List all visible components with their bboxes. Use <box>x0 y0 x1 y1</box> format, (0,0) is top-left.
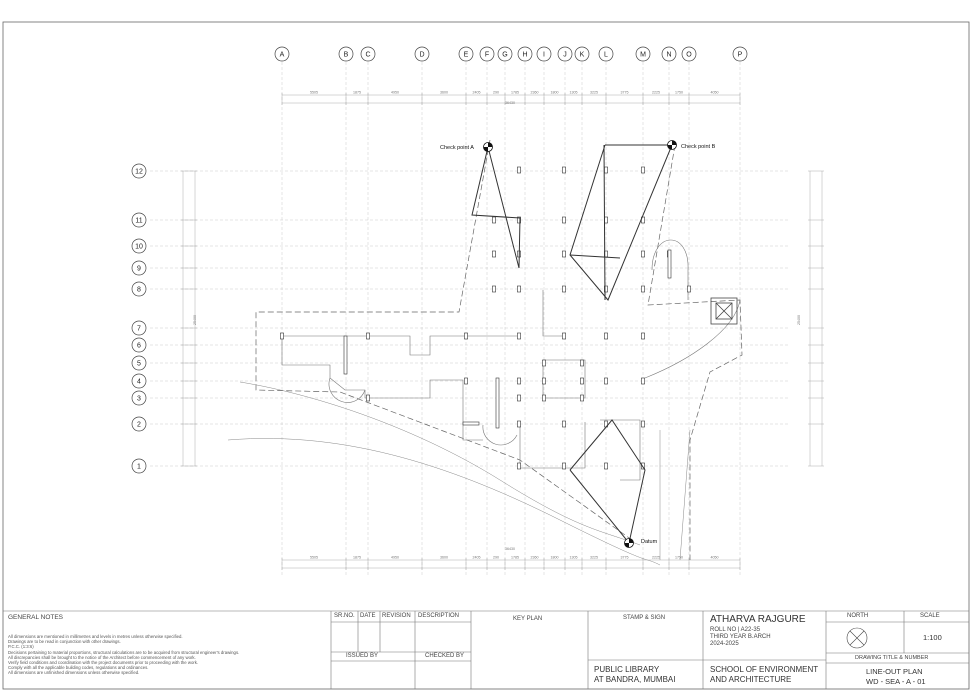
datum-label: Datum <box>641 539 658 545</box>
grid-row-label: 1 <box>137 463 141 471</box>
column <box>492 217 495 223</box>
column <box>641 421 644 427</box>
drawing-number: WD - SEA - A - 01 <box>866 677 926 686</box>
survey-point-quadrant <box>625 543 630 548</box>
description-header: DESCRIPTION <box>418 613 460 619</box>
column <box>464 378 467 384</box>
top-total-dimension: 36430 <box>505 101 515 105</box>
column <box>517 286 520 292</box>
check-point-a-label: Check point A <box>440 145 474 151</box>
dim-value-bottom: 290 <box>493 555 499 560</box>
survey-markers <box>484 141 677 548</box>
dim-value-bottom: 4950 <box>391 555 399 560</box>
lift-core <box>711 298 737 324</box>
right-total-dimension: 25400 <box>797 315 801 325</box>
column <box>366 395 369 401</box>
column <box>280 333 283 339</box>
dim-value-top: 3600 <box>440 90 448 95</box>
column <box>641 378 644 384</box>
column <box>517 167 520 173</box>
column <box>542 360 545 366</box>
column <box>492 286 495 292</box>
school-name-line1: SCHOOL OF ENVIRONMENT <box>710 665 819 674</box>
note-item: All discrepancies shall be brought to the notice of the Architect before commencement of any work. <box>8 654 196 660</box>
project-name-line1: PUBLIC LIBRARY <box>594 665 660 674</box>
column <box>542 395 545 401</box>
note-item: Drawings are to be read in conjunction with other drawings. <box>8 639 121 645</box>
column <box>517 333 520 339</box>
survey-point-quadrant <box>668 145 673 150</box>
note-item: P.C.C. (1:3:6) <box>8 644 34 650</box>
dim-value-top: 1750 <box>675 90 683 95</box>
checked-by-header: CHECKED BY <box>425 653 465 659</box>
note-item: Decisions pertaining to material proportions, structural calculations are to be acquired from structural engineer's drawings. <box>8 649 240 655</box>
survey-point-quadrant <box>488 143 493 148</box>
check-point-b-label: Check point B <box>681 144 716 150</box>
grid-col-label: I <box>543 51 545 59</box>
grid-row-label: 9 <box>137 265 141 273</box>
dim-value-top: 1875 <box>353 90 361 95</box>
dim-value-top: 1800 <box>550 90 559 95</box>
dim-value-top: 4950 <box>391 90 399 95</box>
key-plan-label: KEY PLAN <box>513 616 543 622</box>
dim-value-bottom: 1875 <box>353 555 361 560</box>
grid-row-label: 6 <box>137 342 141 350</box>
grid-row-label: 3 <box>137 395 141 403</box>
dim-value-bottom: 1785 <box>511 555 519 560</box>
dim-value-bottom: 1750 <box>675 555 683 560</box>
grid-row-label: 8 <box>137 286 141 294</box>
academic-session: 2024-2025 <box>710 641 739 647</box>
grid-row-label: 7 <box>137 325 141 333</box>
grid-col-label: J <box>563 51 567 59</box>
survey-point-quadrant <box>629 539 634 544</box>
dim-value-bottom: 5505 <box>310 555 318 560</box>
grid-row-label: 4 <box>137 378 141 386</box>
dim-value-top: 1785 <box>511 90 519 95</box>
left-total-dimension: 25400 <box>193 315 197 325</box>
grid-col-label: F <box>484 51 490 59</box>
dim-value-top: 2360 <box>530 90 539 95</box>
road-edges <box>228 382 690 565</box>
column <box>542 378 545 384</box>
column <box>562 251 565 257</box>
survey-point-quadrant <box>672 141 677 146</box>
grid-row-label: 2 <box>137 421 141 429</box>
column <box>641 333 644 339</box>
student-name: ATHARVA RAJGURE <box>710 614 806 625</box>
column <box>517 463 520 469</box>
column <box>562 421 565 427</box>
scale-label: SCALE <box>920 613 940 619</box>
column <box>604 463 607 469</box>
column <box>562 167 565 173</box>
column <box>580 378 583 384</box>
grid-col-label: C <box>365 51 371 59</box>
grid-col-label: M <box>640 51 646 59</box>
general-notes-list <box>2 634 239 676</box>
walls <box>344 250 671 428</box>
year-of-study: THIRD YEAR B.ARCH <box>710 634 771 640</box>
dim-value-top: 4050 <box>710 90 719 95</box>
note-item: Comply with all the applicable building codes, regulations and ordinances. <box>8 665 149 671</box>
dim-value-bottom: 3775 <box>620 555 629 560</box>
note-item: All dimensions are unfinished dimensions unless otherwise specified. <box>8 670 140 676</box>
column <box>517 378 520 384</box>
issued-by-header: ISSUED BY <box>346 653 379 659</box>
dim-value-top: 3775 <box>620 90 629 95</box>
survey-lines <box>472 145 672 543</box>
scale-value: 1:100 <box>923 633 942 642</box>
dim-value-bottom: 3225 <box>590 555 598 560</box>
dim-value-bottom: 1800 <box>550 555 559 560</box>
grid-col-label: O <box>686 51 692 59</box>
grid-col-label: K <box>579 51 585 59</box>
drawing-title: LINE-OUT PLAN <box>866 667 923 676</box>
project-name-line2: AT BANDRA, MUMBAI <box>594 675 676 684</box>
grid-col-label: A <box>279 51 285 59</box>
north-arrow-icon <box>847 628 867 648</box>
grid-col-label: N <box>666 51 672 59</box>
column <box>604 167 607 173</box>
dim-value-top: 5505 <box>310 90 318 95</box>
general-notes-title: GENERAL NOTES <box>8 614 64 621</box>
structural-columns <box>280 167 690 469</box>
dimension-text <box>310 91 719 560</box>
dim-value-bottom: 1305 <box>569 555 578 560</box>
grid-col-label: L <box>604 51 608 59</box>
dim-value-bottom: 2360 <box>530 555 539 560</box>
sr-no-header: SR.NO. <box>334 613 355 619</box>
column <box>580 360 583 366</box>
bottom-total-dimension: 36430 <box>505 547 515 551</box>
dim-value-top: 2405 <box>472 90 481 95</box>
survey-point-quadrant <box>484 147 489 152</box>
column <box>641 286 644 292</box>
stamp-sign-label: STAMP & SIGN <box>623 615 666 621</box>
dim-value-top: 290 <box>493 90 499 95</box>
column <box>562 217 565 223</box>
grid-col-label: D <box>419 51 425 59</box>
dim-value-top: 2225 <box>652 90 660 95</box>
grid-row-label: 5 <box>137 360 141 368</box>
column <box>604 378 607 384</box>
dim-value-top: 3225 <box>590 90 598 95</box>
column <box>562 333 565 339</box>
column <box>580 395 583 401</box>
column <box>641 167 644 173</box>
date-header: DATE <box>360 613 376 619</box>
north-label: NORTH <box>847 613 869 619</box>
column <box>464 333 467 339</box>
column <box>687 286 690 292</box>
dim-value-top: 1305 <box>569 90 578 95</box>
grid-row-label: 10 <box>135 243 143 251</box>
column <box>604 333 607 339</box>
column <box>517 395 520 401</box>
sheet-border <box>3 22 969 689</box>
grid-bubbles <box>132 47 747 473</box>
column <box>562 286 565 292</box>
grid-col-label: P <box>737 51 743 59</box>
roll-number: ROLL NO | A22-35 <box>710 627 761 633</box>
column <box>492 251 495 257</box>
dim-value-bottom: 2405 <box>472 555 481 560</box>
dim-value-bottom: 2225 <box>652 555 660 560</box>
grid-row-label: 11 <box>135 217 143 225</box>
grid-col-label: B <box>343 51 349 59</box>
column <box>517 421 520 427</box>
grid-row-label: 12 <box>135 168 143 176</box>
school-name-line2: AND ARCHITECTURE <box>710 675 792 684</box>
drawing-title-label: DRAWING TITLE & NUMBER <box>855 655 929 661</box>
dim-value-bottom: 4050 <box>710 555 719 560</box>
dim-value-bottom: 3600 <box>440 555 448 560</box>
grid-col-label: G <box>502 51 508 59</box>
column <box>366 333 369 339</box>
grid-col-label: H <box>522 51 528 59</box>
column <box>641 251 644 257</box>
revision-header: REVISION <box>382 613 411 619</box>
column <box>562 463 565 469</box>
grid-col-label: E <box>463 51 469 59</box>
note-item: All dimensions are mentioned in millimetres and levels in metres unless otherwise specified. <box>8 634 183 639</box>
grid-lines <box>150 62 790 575</box>
note-item: Verify field conditions and coordination with the project documents prior to proceeding with the work. <box>8 660 199 666</box>
